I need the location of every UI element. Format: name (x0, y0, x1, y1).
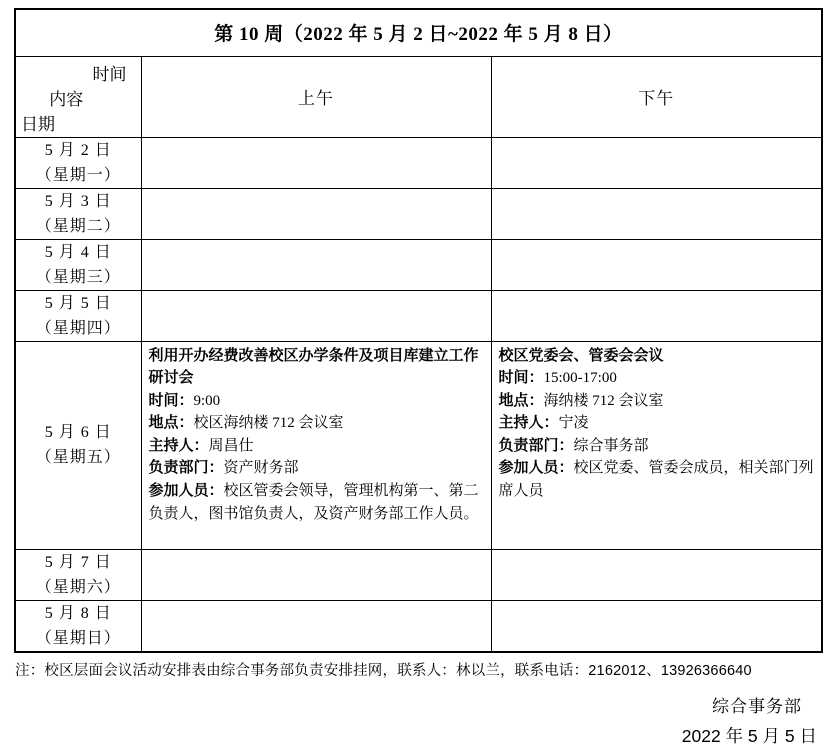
meeting-title: 校区党委会、管委会会议 (498, 347, 664, 364)
date-cell (15, 549, 141, 600)
date-label: 5 月 7 日 (44, 553, 112, 571)
field-label: 主持人： (498, 415, 559, 432)
date-cell (15, 137, 141, 188)
table-title: 第 10 周（2022 年 5 月 2 日~2022 年 5 月 8 日） (15, 9, 822, 56)
morning-meeting (149, 345, 484, 526)
meeting-field (499, 367, 815, 390)
title-row (15, 9, 822, 56)
field-label: 参加人员： (148, 483, 224, 500)
field-value: 9:00 (193, 392, 221, 409)
table-row (15, 600, 822, 652)
afternoon-cell (491, 188, 822, 239)
morning-cell (141, 137, 491, 188)
corner-header-cell (15, 56, 141, 137)
weekday-label: （星期三） (35, 268, 121, 286)
date-label: 5 月 3 日 (44, 192, 112, 210)
date-label: 5 月 4 日 (44, 243, 112, 261)
field-label: 主持人： (148, 437, 209, 454)
table-row (15, 188, 822, 239)
table-row (15, 549, 822, 600)
field-label: 地点： (148, 415, 194, 432)
field-value: 资产财务部 (223, 460, 299, 477)
morning-cell (141, 290, 491, 341)
morning-cell (141, 341, 491, 549)
field-value: 综合事务部 (573, 437, 649, 454)
afternoon-cell (491, 600, 822, 652)
afternoon-cell (491, 549, 822, 600)
morning-cell (141, 239, 491, 290)
meeting-field (149, 390, 484, 413)
header-row (15, 56, 822, 137)
meeting-field (149, 435, 484, 458)
date-label: 5 月 5 日 (44, 294, 112, 312)
date-label: 5 月 6 日 (44, 424, 112, 441)
signature-department: 综合事务部 (712, 696, 802, 716)
meeting-field (149, 412, 484, 435)
field-label: 负责部门： (148, 460, 224, 477)
meeting-field (149, 480, 484, 525)
corner-content-label: 内容 (49, 89, 84, 109)
table-row (15, 290, 822, 341)
corner-time-label: 时间 (92, 64, 127, 84)
date-label: 5 月 8 日 (44, 604, 112, 622)
afternoon-column-header: 下午 (491, 56, 822, 137)
morning-cell (141, 549, 491, 600)
field-label: 时间： (498, 370, 544, 387)
morning-cell (141, 188, 491, 239)
morning-column-header: 上午 (141, 56, 491, 137)
field-value: 15:00-17:00 (543, 370, 617, 387)
field-label: 负责部门： (498, 437, 574, 454)
signature-block (14, 692, 821, 748)
field-value: 校区党委、管委会成员，相关部门列席人员 (498, 460, 814, 500)
date-cell (15, 600, 141, 652)
afternoon-cell (491, 239, 822, 290)
meeting-field (149, 457, 484, 480)
signature-date: 2022 年 5 月 5 日 (681, 725, 817, 746)
date-cell (15, 341, 141, 549)
field-value: 周昌仕 (208, 437, 254, 454)
weekday-label: （星期四） (35, 319, 121, 337)
meeting-field (499, 435, 815, 458)
field-value: 海纳楼 712 会议室 (543, 392, 664, 409)
morning-cell (141, 600, 491, 652)
meeting-field (499, 457, 815, 502)
weekday-label: （星期一） (35, 166, 121, 184)
corner-date-label: 日期 (21, 114, 55, 134)
field-label: 参加人员： (498, 460, 574, 477)
field-value: 校区管委会领导，管理机构第一、第二负责人，图书馆负责人，及资产财务部工作人员。 (148, 483, 479, 522)
meeting-field (499, 390, 815, 413)
footnote: 注：校区层面会议活动安排表由综合事务部负责安排挂网，联系人：林以兰，联系电话：2162012、13926366640 (15, 662, 752, 679)
weekday-label: （星期二） (35, 217, 121, 235)
meeting-title: 利用开办经费改善校区办学条件及项目库建立工作研讨会 (148, 347, 479, 387)
table-row (15, 137, 822, 188)
afternoon-cell (491, 290, 822, 341)
date-label: 5 月 2 日 (44, 141, 112, 159)
afternoon-meeting (499, 345, 815, 503)
schedule-table (14, 8, 823, 653)
field-value: 宁凌 (558, 415, 589, 432)
field-label: 时间： (148, 392, 194, 409)
date-cell (15, 188, 141, 239)
meeting-field (499, 412, 815, 435)
weekday-label: （星期五） (35, 449, 121, 466)
afternoon-cell (491, 137, 822, 188)
field-value: 校区海纳楼 712 会议室 (193, 415, 344, 432)
field-label: 地点： (498, 392, 544, 409)
date-cell (15, 290, 141, 341)
table-row (15, 239, 822, 290)
date-cell (15, 239, 141, 290)
weekday-label: （星期日） (35, 629, 121, 647)
weekday-label: （星期六） (35, 578, 121, 596)
table-row (15, 341, 822, 549)
afternoon-cell (491, 341, 822, 549)
